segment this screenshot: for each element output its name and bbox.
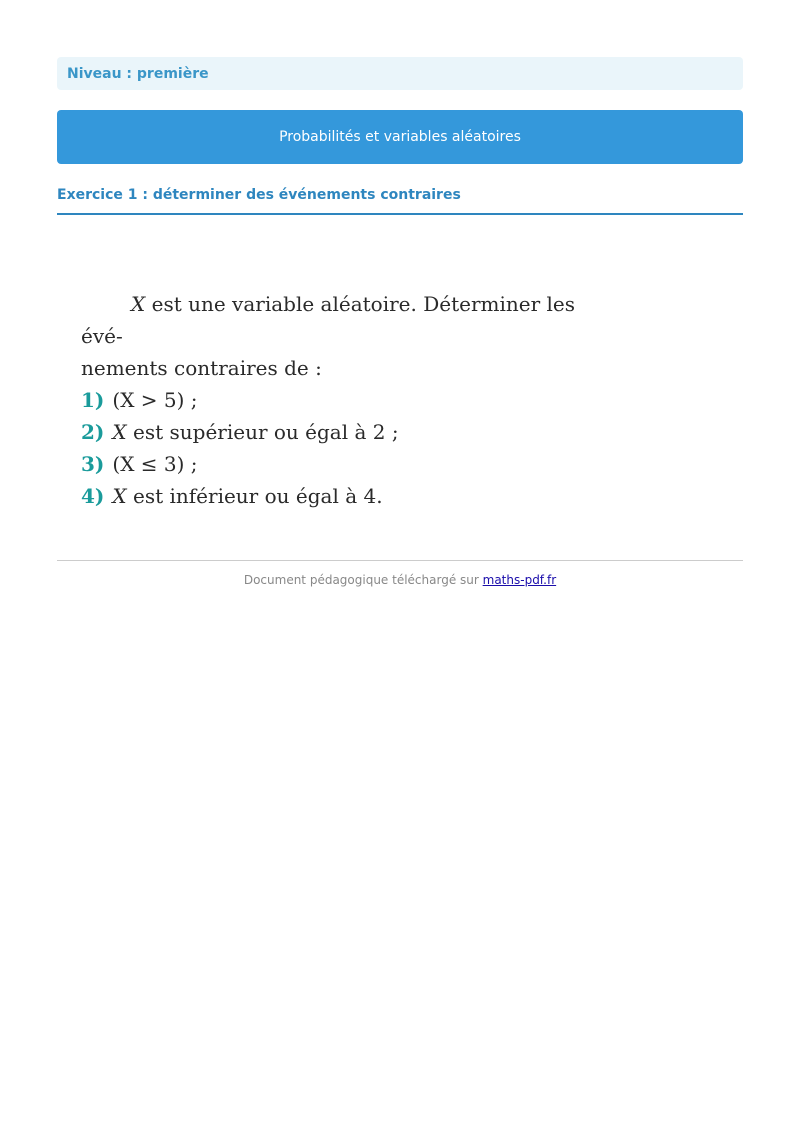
intro-variable: X	[131, 292, 146, 316]
question-item	[81, 448, 621, 480]
footer	[57, 573, 743, 587]
exercise-intro	[81, 288, 621, 352]
question-item	[81, 384, 621, 416]
footer-divider	[57, 560, 743, 561]
intro-line-1: est une variable aléatoire. Déterminer les évé-	[81, 292, 576, 348]
question-text: (X ≤ 3) ;	[112, 452, 198, 476]
footer-text: Document pédagogique téléchargé sur	[243, 573, 483, 587]
exercise-title: Exercice 1 : déterminer des événements contraires	[57, 185, 743, 215]
question-number: 2)	[81, 420, 105, 444]
question-text: est inférieur ou égal à 4.	[126, 484, 383, 508]
question-variable: X	[112, 484, 127, 508]
level-label: Niveau : première	[57, 57, 743, 90]
question-number: 3)	[81, 452, 105, 476]
question-number: 4)	[81, 484, 105, 508]
question-item	[81, 480, 621, 512]
question-variable: X	[112, 420, 127, 444]
question-item	[81, 416, 621, 448]
question-text: est supérieur ou égal à 2 ;	[126, 420, 399, 444]
question-text: (X > 5) ;	[112, 388, 198, 412]
intro-line-2: nements contraires de :	[81, 356, 322, 380]
chapter-title-banner: Probabilités et variables aléatoires	[57, 110, 743, 164]
question-number: 1)	[81, 388, 105, 412]
footer-link[interactable]: maths-pdf.fr	[482, 573, 557, 587]
exercise-statement	[81, 288, 621, 512]
